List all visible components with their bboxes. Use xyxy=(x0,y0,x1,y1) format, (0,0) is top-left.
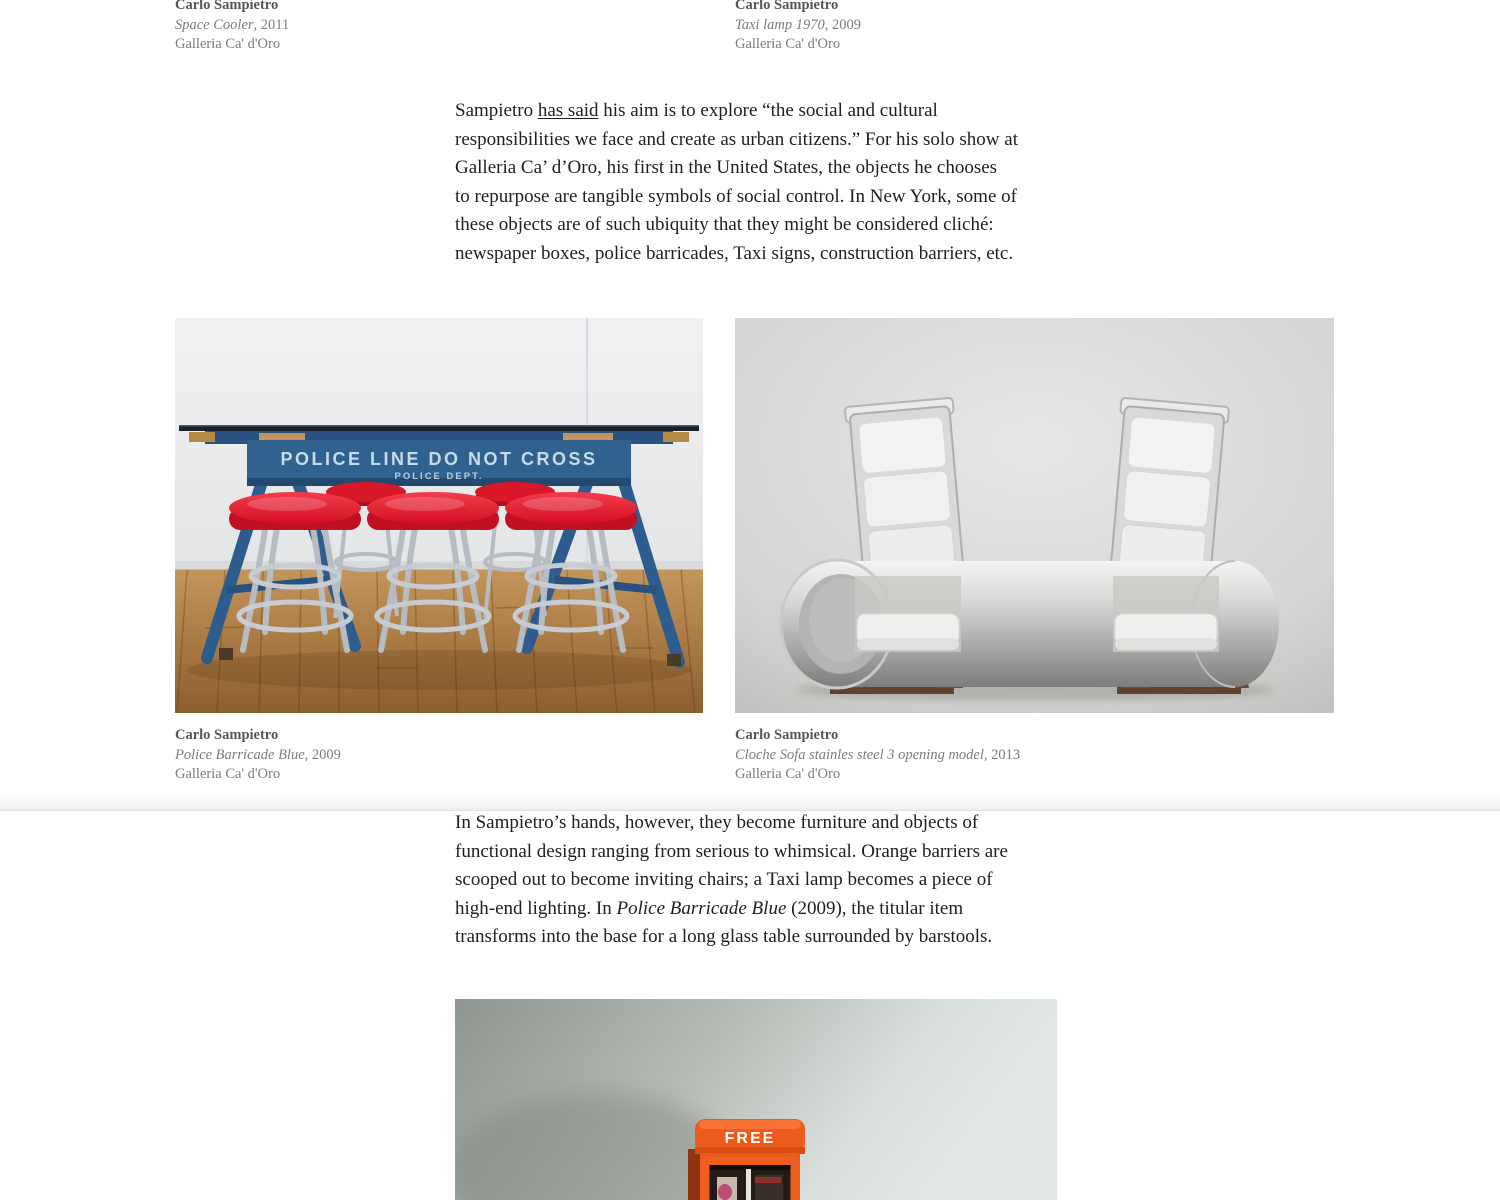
left-backrest xyxy=(845,398,968,583)
newsbox xyxy=(688,1119,805,1200)
text-segment: In Sampietro’s hands, however, they become furniture and objects of xyxy=(455,812,979,833)
artwork-title-line: Taxi lamp 1970, 2009 xyxy=(735,16,861,33)
text-segment: Police Barricade Blue xyxy=(616,897,787,919)
gallery-name: Galleria Ca' d'Oro xyxy=(175,36,281,52)
artist-name: Carlo Sampietro xyxy=(175,727,279,743)
text-segment: functional design ranging from serious to whimsical. Orange barriers are xyxy=(455,840,1008,862)
artwork-title-line: Cloche Sofa stainles steel 3 opening model, 2013 xyxy=(735,746,1021,763)
text-segment: his aim is to explore “the social and cultural xyxy=(598,100,938,121)
right-seat xyxy=(1113,576,1219,652)
section-divider xyxy=(0,789,1500,811)
body-paragraph xyxy=(455,809,1008,952)
text-segment: transforms into the base for a long glass table surrounded by barstools. xyxy=(455,926,993,948)
artist-name: Carlo Sampietro xyxy=(735,727,839,743)
artwork-caption-taxi-lamp xyxy=(735,0,861,55)
stool-seats xyxy=(229,492,637,530)
text-segment: Galleria Ca’ d’Oro, his first in the United States, the objects he chooses xyxy=(455,157,998,179)
artwork-caption-cloche-sofa xyxy=(735,726,1020,785)
gallery-name: Galleria Ca' d'Oro xyxy=(735,36,841,52)
newspaper-box-photo xyxy=(455,999,1057,1200)
artwork-caption-police-barricade xyxy=(175,726,341,785)
floor-shadow xyxy=(187,650,691,690)
text-segment: to repurpose are tangible symbols of social control. In New York, some of xyxy=(455,185,1017,207)
gallery-name: Galleria Ca' d'Oro xyxy=(175,766,281,782)
gallery-name: Galleria Ca' d'Oro xyxy=(735,766,841,782)
artwork-title-line: Police Barricade Blue, 2009 xyxy=(175,746,341,763)
cloche-sofa-photo xyxy=(735,318,1334,713)
newsbox-side xyxy=(688,1149,700,1200)
text-segment: high-end lighting. In xyxy=(455,897,617,919)
barricade-stencil-text: POLICE LINE DO NOT CROSS xyxy=(280,449,598,469)
artwork-title-line: Space Cooler, 2011 xyxy=(175,16,290,33)
intro-paragraph xyxy=(455,97,1018,269)
left-seat xyxy=(855,576,961,652)
text-segment: these objects are of such ubiquity that they might be considered cliché: xyxy=(455,214,994,236)
artist-name: Carlo Sampietro xyxy=(175,0,279,13)
free-label: FREE xyxy=(724,1130,776,1147)
artist-name: Carlo Sampietro xyxy=(735,0,839,13)
artwork-caption-space-cooler xyxy=(175,0,289,55)
text-segment: newspaper boxes, police barricades, Taxi signs, construction barriers, etc. xyxy=(455,242,1014,264)
text-segment: (2009), the titular item xyxy=(786,897,964,919)
text-segment: Sampietro xyxy=(455,100,538,121)
right-backrest xyxy=(1106,398,1229,583)
police-barricade-photo xyxy=(175,318,703,713)
has-said-link[interactable]: has said xyxy=(537,100,599,121)
text-segment: scooped out to become inviting chairs; a Taxi lamp becomes a piece of xyxy=(455,869,993,891)
barricade-stencil-subtext: POLICE DEPT. xyxy=(394,471,484,482)
text-segment: responsibilities we face and create as urban citizens.” For his solo show at xyxy=(455,128,1018,150)
